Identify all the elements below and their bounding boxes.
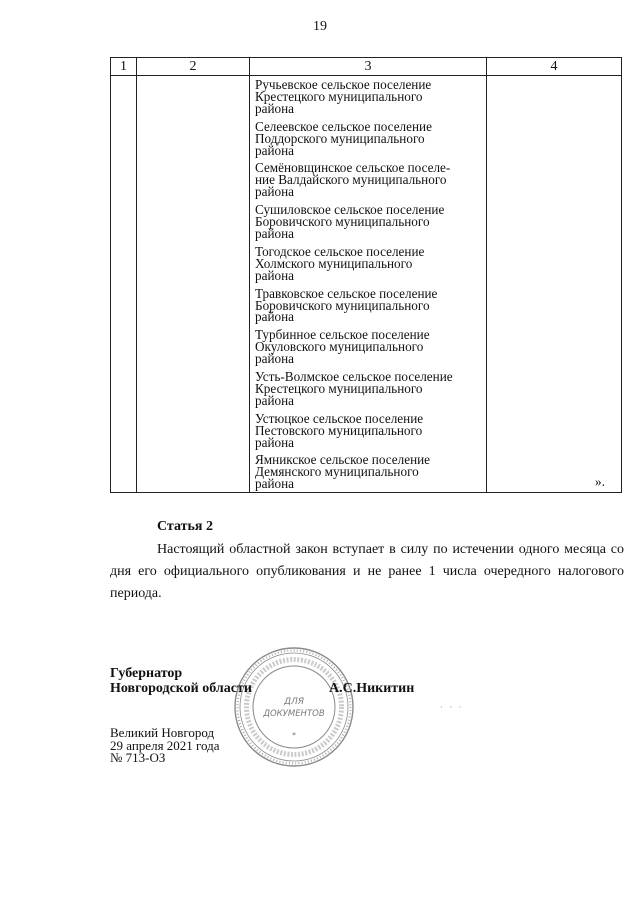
- law-number: № 713-ОЗ: [110, 750, 166, 765]
- signer-name: А.С.Никитин: [329, 681, 415, 696]
- table-header-row: [111, 58, 622, 76]
- signer-title-line2: Новгородской области: [110, 681, 252, 696]
- settlements-cell: [250, 76, 487, 493]
- article-title: Статья 2: [157, 519, 213, 534]
- svg-text:*: *: [292, 731, 296, 740]
- settlement-entry: Усть-Волмское сельское поселение Крестецкого муниципального района: [255, 369, 453, 408]
- settlement-entry: Травковское сельское поселение Боровичского муниципального района: [255, 285, 438, 325]
- settlement-entry: Ямникское сельское поселение Демянского муниципального района: [255, 452, 431, 492]
- header-col-1: 1: [111, 58, 137, 76]
- stamp-center-line2: ДОКУМЕНТОВ: [263, 709, 325, 719]
- article-text: Настоящий областной закон вступает в силу по истечении одного месяца со дня его официального опубликования и не ранее 1 числа очередного налогового периода.: [110, 542, 624, 601]
- cell-col-1: [111, 76, 137, 493]
- header-col-4: 4: [487, 58, 622, 76]
- settlement-entry: Тогодское сельское поселение Холмского муниципального района: [255, 243, 425, 283]
- cell-col-2: [137, 76, 250, 493]
- official-seal-icon: [233, 646, 355, 768]
- cell-col-4: [487, 76, 622, 493]
- document-footer: [110, 727, 220, 765]
- settlement-entry: Семёновщинское сельское поселе- ние Валдайского муниципального района: [255, 160, 451, 200]
- signer-title: [110, 666, 252, 696]
- table-row: [111, 76, 622, 493]
- date: 29 апреля 2021 года: [110, 737, 220, 753]
- settlement-entry: Устюцкое сельское поселение Пестовского муниципального района: [255, 410, 424, 450]
- closing-quote: ».: [594, 474, 605, 490]
- scan-artifact-dots: · · ·: [440, 702, 464, 712]
- header-col-2: 2: [137, 58, 250, 76]
- header-col-3: 3: [250, 58, 487, 76]
- settlement-entry: Ручьевское сельское поселение Крестецкого муниципального района: [255, 77, 432, 116]
- districts-table: [110, 57, 622, 493]
- page-number: 19: [313, 19, 327, 34]
- settlement-entry: Сушиловское сельское поселение Боровичского муниципального района: [255, 202, 445, 241]
- settlement-entry: Турбинное сельское поселение Окуловского муниципального района: [255, 327, 430, 367]
- signer-title-line1: Губернатор: [110, 666, 183, 681]
- stamp-center-line1: ДЛЯ: [283, 697, 305, 707]
- settlement-entry: Селеевское сельское поселение Поддорского муниципального района: [255, 118, 432, 158]
- city: Великий Новгород: [110, 725, 215, 740]
